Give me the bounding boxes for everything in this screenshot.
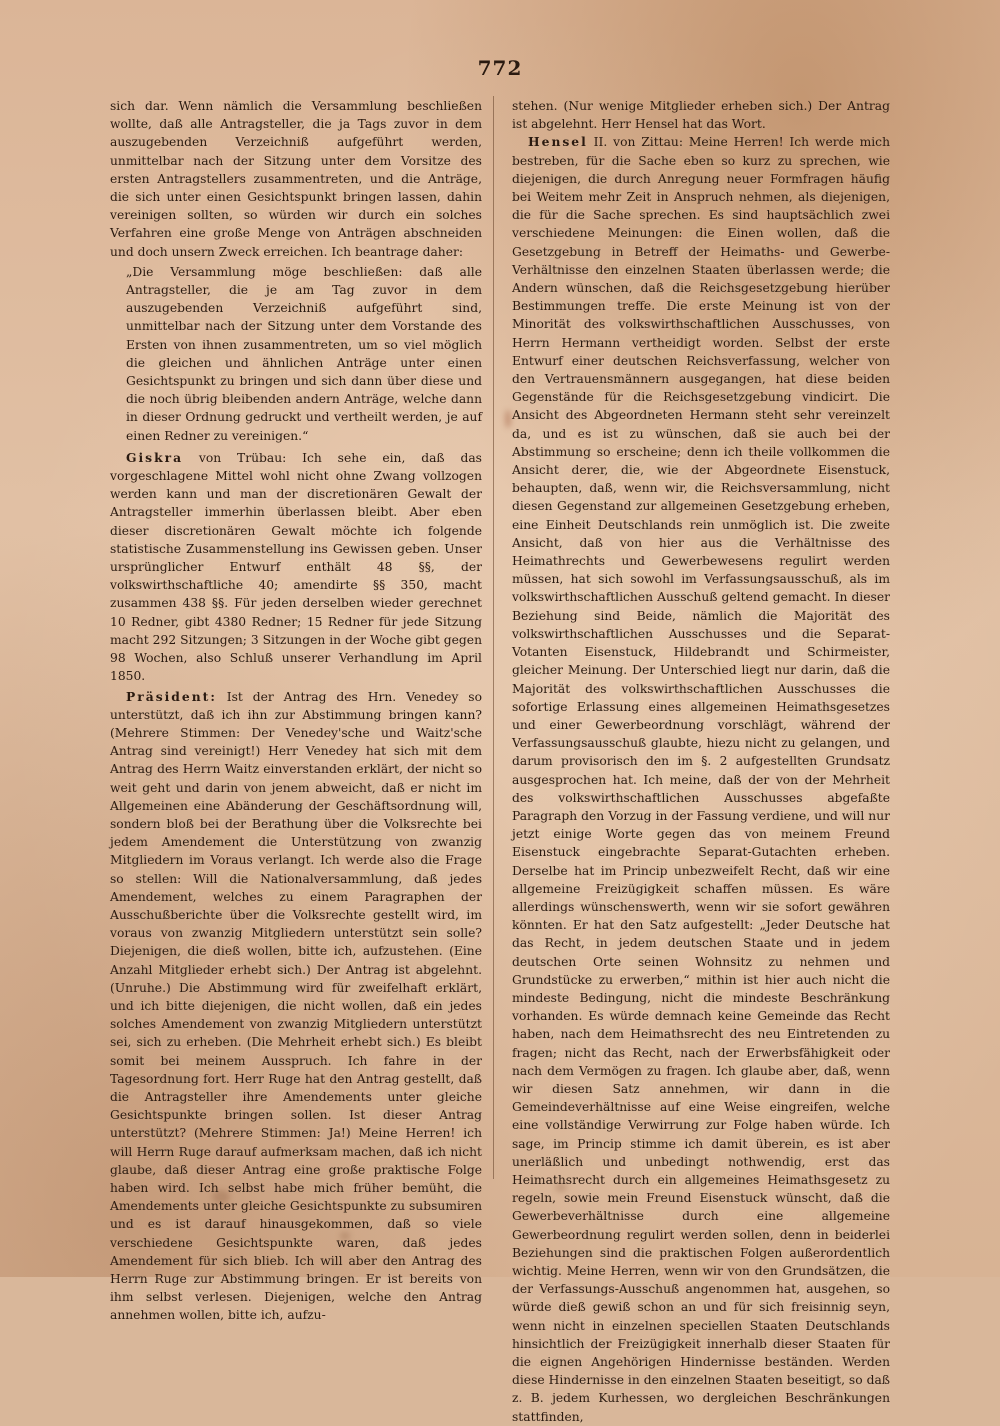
speech-hensel	[512, 133, 890, 1425]
paragraph: stehen. (Nur wenige Mitglieder erheben sich.) Der Antrag ist abgelehnt. Herr Hensel hat das Wort.	[512, 99, 890, 132]
quoted-motion: „Die Versammlung möge beschließen: daß alle Antragsteller, die je am Tag zuvor in dem auszugebenden Verzeichniß aufgeführt sind, unmittelbar nach der Sitzung unter dem Vorstande des Ersten von ihnen zusammentreten, um so viel möglich die gleichen und ähnlichen Anträge unter einen Gesichtspunkt zu bringen und sich dann über diese und die noch übrig bleibenden andern Anträge, welche dann in dieser Ordnung gedruckt und vertheilt werden, je auf einen Redner zu vereinigen.“	[126, 264, 482, 443]
page-number: 772	[477, 56, 523, 80]
speaker-name: Hensel	[528, 134, 588, 150]
paragraph: sich dar. Wenn nämlich die Versammlung beschließen wollte, daß alle Antragsteller, die ja Tags zuvor in dem auszugebenden Verzeichniß aufgeführt werden, unmittelbar nach der Sitzung unter dem Vorsitze des ersten Antragstellers zusammentreten, und die Anträge, die sich unter einen Gesichtspunkt bringen lassen, dahin vereinigen sollten, so würden wir durch ein solches Verfahren eine große Menge von Anträgen abschneiden und doch unsern Zweck erreichen. Ich beantrage daher:	[110, 99, 482, 259]
right-column	[512, 97, 890, 1426]
column-rule	[493, 96, 494, 1179]
stain	[505, 410, 511, 428]
speech-text: Ist der Antrag des Hrn. Venedey so unterstützt, daß ich ihn zur Abstimmung bringen kann? (Mehrere Stimmen: Der Venedey'sche und Waitz'sche Antrag sind vereinigt!) Herr Venedey hat sich mit dem Antrag des Herrn Waitz einverstanden erklärt, der nicht so weit geht und darin von jenem abweicht, daß er nicht im Allgemeinen eine Abänderung der Geschäftsordnung will, sondern bloß bei der Berathung über die Volksrechte bei jedem Amendement die Unterstützung von zwanzig Mitgliedern im Voraus verlangt. Ich werde also die Frage so stellen: Will die Nationalversammlung, daß jedes Amendement, welches zu einem Paragraphen der Ausschußberichte über die Volksrechte gestellt wird, im voraus von zwanzig Mitgliedern unterstützt sein solle? Diejenigen, die dieß wollen, bitte ich, aufzustehen. (Eine Anzahl Mitglieder erhebt sich.) Der Antrag ist abgelehnt. (Unruhe.) Die Abstimmung wird für zweifelhaft erklärt, und ich bitte diejenigen, die nicht wollen, daß ein jedes solches Amendement von zwanzig Mitgliedern unterstützt sei, sich zu erheben. (Die Mehrheit erhebt sich.) Es bleibt somit bei meinem Ausspruch. Ich fahre in der Tagesordnung fort. Herr Ruge hat den Antrag gestellt, daß die Antragsteller ihre Amendements unter gleiche Gesichtspunkte bringen sollen. Ist dieser Antrag unterstützt? (Mehrere Stimmen: Ja!) Meine Herren! ich will Herrn Ruge darauf aufmerksam machen, daß ich nicht glaube, daß dieser Antrag eine große praktische Folge haben wird. Ich selbst habe mich früher bemüht, die Amendements unter gleiche Gesichtspunkte zu subsumiren und es ist darauf hinausgekommen, daß so viele verschiedene Gesichtspunkte waren, daß jedes Amendement für sich blieb. Ich will aber den Antrag des Herrn Ruge zur Abstimmung bringen. Er ist bereits von ihm selbst verlesen. Diejenigen, welche den Antrag annehmen wollen, bitte ich, aufzu-	[110, 689, 482, 1323]
speech-text: II. von Zittau: Meine Herren! Ich werde mich bestreben, für die Sache eben so kurz zu sprechen, wie diejenigen, die durch Anregung neuer Formfragen häufig bei Weitem mehr Zeit in Anspruch nehmen, als diejenigen, die für die Sache sprechen. Es sind hauptsächlich zwei verschiedene Meinungen: die Einen wollen, daß die Gesetzgebung in Betreff der Heimaths- und Gewerbe-Verhältnisse den einzelnen Staaten überlassen werde; die Andern wünschen, daß die Reichsgesetzgebung hierüber Bestimmungen treffe. Die erste Meinung ist von der Minorität des volkswirthschaftlichen Ausschusses, von Herrn Hermann vertheidigt worden. Selbst der erste Entwurf einer deutschen Reichsverfassung, welcher von den Vertrauensmännern ausgegangen, hat diese beiden Gegenstände für die Reichsgesetzgebung vindicirt. Die Ansicht des Abgeordneten Hermann steht sehr vereinzelt da, und es ist zu wünschen, daß sie auch bei der Abstimmung so erscheine; denn ich theile vollkommen die Ansicht derer, die, wie der Abgeordnete Eisenstuck, behaupten, daß, wenn wir, die Reichsversammlung, nicht diesen Gegenstand zur allgemeinen Gesetzgebung erheben, eine Einheit Deutschlands rein unmöglich ist. Die zweite Ansicht, daß von hier aus die Verhältnisse des Heimathrechts und Gewerbewesens regulirt werden müssen, hat sich sowohl im Verfassungsausschuß, als im volkswirthschaftlichen Ausschuß geltend gemacht. In dieser Beziehung sind Beide, nämlich die Majorität des volkswirthschaftlichen Ausschusses und die Separat-Votanten Eisenstuck, Hildebrandt und Schirmeister, gleicher Meinung. Der Unterschied liegt nur darin, daß die Majorität des volkswirthschaftlichen Ausschusses die sofortige Erlassung eines allgemeinen Heimathsgesetzes und einer Gewerbeordnung vorschlägt, während der Verfassungsausschuß glaubte, hiezu nicht zu gelangen, und darum provisorisch den im §. 2 aufgestellten Grundsatz ausgesprochen hat. Ich meine, daß der von der Mehrheit des volkswirthschaftlichen Ausschusses abgefaßte Paragraph den Vorzug in der Fassung verdiene, und will nur jetzt einige Worte gegen das von meinem Freund Eisenstuck eingebrachte Separat-Gutachten erheben. Derselbe hat im Princip unbezweifelt Recht, daß wir eine allgemeine Freizügigkeit schaffen müssen. Es wäre allerdings wünschenswerth, wenn wir sie sofort gewähren könnten. Er hat den Satz aufgestellt: „Jeder Deutsche hat das Recht, in jedem deutschen Staate und in jedem deutschen Orte seinen Wohnsitz zu nehmen und Grundstücke zu erwerben,“ mithin ist hier auch nicht die mindeste Bedingung, nicht die mindeste Beschränkung vorhanden. Es würde demnach keine Gemeinde das Recht haben, nach dem Heimathsrecht des neu Eintretenden zu fragen; nicht das Recht, nach der Erwerbsfähigkeit oder nach dem Vermögen zu fragen. Ich glaube aber, daß, wenn wir diesen Satz annehmen, wir dann in die Gemeindeverhältnisse auf eine Weise eingreifen, welche eine vollständige Verwirrung zur Folge haben würde. Ich sage, im Princip stimme ich damit überein, es ist aber unerläßlich und unbedingt nothwendig, erst das Heimathsrecht durch ein allgemeines Heimathsgesetz zu regeln, sowie mein Freund Eisenstuck wünscht, daß die Gewerbeverhältnisse durch eine allgemeine Gewerbeordnung regulirt werden sollen, denn in beiderlei Beziehungen sind die praktischen Folgen außerordentlich wichtig. Meine Herren, wenn wir von den Grundsätzen, die der Verfassungs-Ausschuß angenommen hat, ausgehen, so würde dieß gewiß schon an und für sich freisinnig seyn, wenn nicht in einzelnen speciellen Staaten Deutschlands hinsichtlich der Freizügigkeit innerhalb dieser Staaten für die eignen Angehörigen Hindernisse beständen. Werden diese Hindernisse in den einzelnen Staaten beseitigt, so daß z. B. jedem Kurhessen, wo dergleichen Beschränkungen stattfinden,	[512, 135, 890, 1424]
speech-praesident	[110, 688, 482, 1325]
speaker-name: Präsident:	[126, 688, 217, 704]
speech-giskra	[110, 449, 482, 686]
speech-text: von Trübau: Ich sehe ein, daß das vorgeschlagene Mittel wohl nicht ohne Zwang vollzogen werden kann und man der discretionären Gewalt der Antragsteller immerhin überlassen bleibt. Aber eben dieser discretionären Gewalt möchte ich folgende statistische Zusammenstellung ins Gewissen geben. Unser ursprünglicher Entwurf enthält 48 §§, der volkswirthschaftliche 40; amendirte §§ 350, macht zusammen 438 §§. Für jeden derselben wieder gerechnet 10 Redner, gibt 4380 Redner; 15 Redner für jede Sitzung macht 292 Sitzungen; 3 Sitzungen in der Woche gibt gegen 98 Wochen, also Schluß unserer Verhandlung im April 1850.	[110, 450, 482, 684]
left-column	[110, 97, 482, 1325]
speaker-name: Giskra	[126, 449, 184, 465]
